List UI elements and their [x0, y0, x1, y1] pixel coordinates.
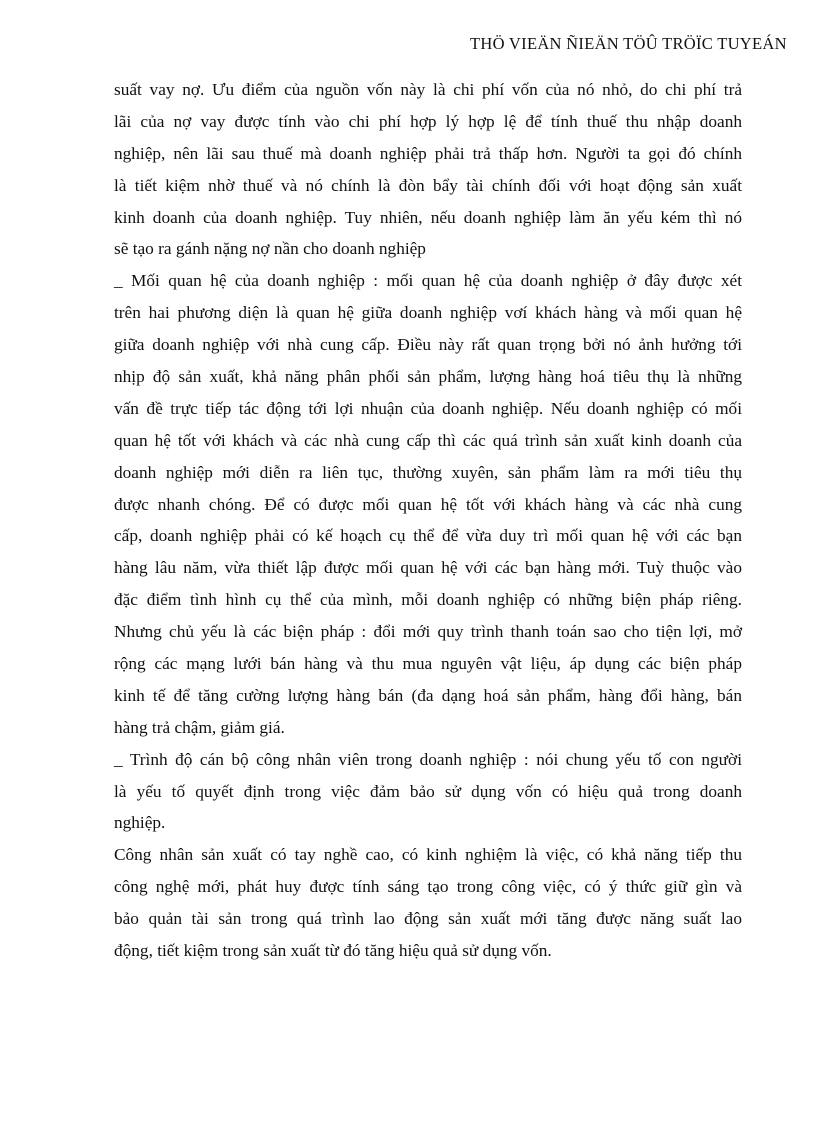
text-line: kinh doanh của doanh nghiệp. Tuy nhiên, nếu doanh nghiệp làm ăn yếu kém thì nó [114, 207, 742, 227]
text-line: lãi của nợ vay được tính vào chi phí hợp lý hợp lệ để tính thuế thu nhập doanh [114, 111, 742, 131]
text-line: nghiệp. [114, 813, 166, 833]
text-line: vấn đề trực tiếp tác động tới lợi nhuận của doanh nghiệp. Nếu doanh nghiệp có mối [114, 398, 742, 418]
text-line: cấp, doanh nghiệp phải có kế hoạch cụ thể để vừa duy trì mối quan hệ với các bạn [114, 526, 742, 546]
text-line: hàng trả chậm, giảm giá. [114, 717, 285, 737]
text-line: nghiệp, nên lãi sau thuế mà doanh nghiệp phải trả thấp hơn. Người ta gọi đó chính [114, 143, 742, 163]
text-line: quan hệ tốt với khách và các nhà cung cấp thì các quá trình sản xuất kinh doanh của [114, 430, 742, 450]
text-line: là yếu tố quyết định trong việc đảm bảo sử dụng vốn có hiệu quả trong doanh [114, 781, 742, 801]
text-line: doanh nghiệp mới diễn ra liên tục, thường xuyên, sản phẩm làm ra mới tiêu thụ [114, 462, 742, 482]
text-line: trên hai phương diện là quan hệ giữa doanh nghiệp vơí khách hàng và mối quan hệ [114, 303, 742, 323]
text-line: suất vay nợ. Ưu điểm của nguồn vốn này là chi phí vốn của nó nhỏ, do chi phí trả [114, 80, 742, 99]
text-line: kinh tế để tăng cường lượng hàng bán (đa dạng hoá sản phẩm, hàng đổi hàng, bán [114, 685, 742, 705]
text-line: rộng các mạng lưới bán hàng và thu mua nguyên vật liệu, áp dụng các biện pháp [114, 654, 742, 674]
text-line: _ Trình độ cán bộ công nhân viên trong doanh nghiệp : nói chung yếu tố con người [114, 749, 742, 769]
text-line: hàng lâu năm, vừa thiết lập được mối quan hệ với các bạn hàng mới. Tuỳ thuộc vào [114, 558, 742, 578]
page-header-title: THÖ VIEÄN ÑIEÄN TÖÛ TRÖÏC TUYEÁN [470, 34, 787, 53]
text-line: Công nhân sản xuất có tay nghề cao, có kinh nghiệm là việc, có khả năng tiếp thu [114, 845, 742, 865]
text-line: nhịp độ sản xuất, khả năng phân phối sản phẩm, lượng hàng hoá tiêu thụ là những [114, 367, 742, 387]
text-line: giữa doanh nghiệp với nhà cung cấp. Điều này rất quan trọng bởi nó ảnh hưởng tới [114, 335, 742, 355]
text-line: đặc điểm tình hình cụ thể của mình, mỗi doanh nghiệp có những biện pháp riêng. [114, 590, 742, 610]
text-line: bảo quản tài sản trong quá trình lao động sản xuất mới tăng được năng suất lao [114, 909, 742, 929]
text-line: động, tiết kiệm trong sản xuất từ đó tăng hiệu quả sử dụng vốn. [114, 941, 552, 961]
document-body [114, 74, 742, 967]
text-line: sẽ tạo ra gánh nặng nợ nần cho doanh nghiệp [114, 239, 426, 259]
text-line: Nhưng chủ yếu là các biện pháp : đổi mới quy trình thanh toán sao cho tiện lợi, mở [114, 622, 742, 642]
text-line: công nghệ mới, phát huy được tính sáng tạo trong công việc, có ý thức giữ gìn và [114, 877, 742, 897]
text-line: được nhanh chóng. Để có được mối quan hệ tốt với khách hàng và các nhà cung [114, 494, 742, 514]
text-line: _ Mối quan hệ của doanh nghiệp : mối quan hệ của doanh nghiệp ở đây được xét [114, 271, 742, 291]
text-line: là tiết kiệm nhờ thuế và nó chính là đòn bẩy tài chính đối với hoạt động sản xuất [114, 175, 742, 195]
